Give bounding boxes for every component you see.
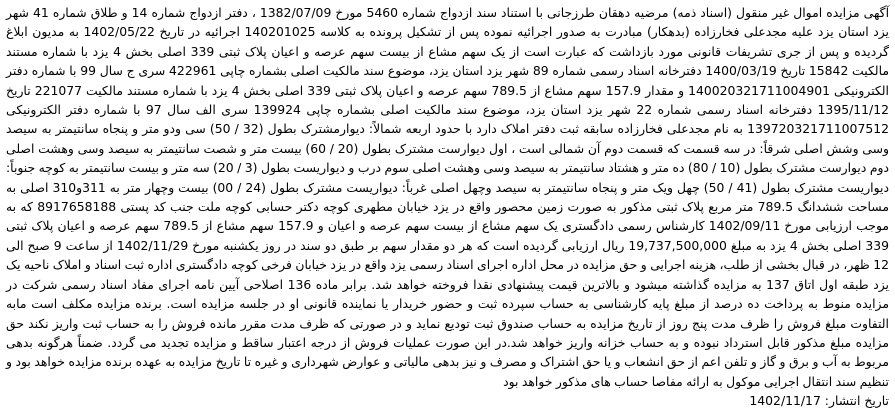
publication-date-value: 1402/11/17 [749, 393, 821, 409]
publication-date-line [6, 391, 889, 410]
notice-body: آگهی مزایده اموال غیر منقول (اسناد ذمه) مرضیه دهقان طرزجانی با استناد سند ازدواج شماره 5460 مورخ 1382/07/09 ، دفتر ازدواج شماره 14 و طلاق شماره 41 شهر یزد استان یزد علیه مجدعلی فخارزاده (بدهکار) مبادرت به صدور اجرائیه نموده پس از تشکیل پرونده به کلاسه 140201025 اجرائیه در تاریخ 1402/05/22 به مدیون ابلاغ گردیده و پس از جری تشریفات قانونی مورد بازداشت که عبارت است از یک سهم مشاع از بیست سهم عرصه و اعیان پلاک ثبتی 339 اصلی بخش 4 یزد با شماره مستند مالکیت 15842 تاریخ 1400/03/19 دفترخانه اسناد رسمی شماره 89 شهر یزد استان یزد، موضوع سند مالکیت اصلی بشماره چاپی 422961 سری ج سال 99 با شماره دفتر الکترونیکی 140020321711004901 و مقدار 157.9 سهم مشاع از 789.5 سهم عرصه و اعیان پلاک ثبتی 339 اصلی بخش 4 یزد با شماره مستند مالکیت 221077 تاریخ 1395/11/12 دفترخانه اسناد رسمی شماره 22 شهر یزد استان یزد، موضوع سند مالکیت اصلی بشماره چاپی 139924 سری الف سال 97 با شماره دفتر الکترونیکی 139720321711007512 به نام مجدعلی فخارزاده سابقه ثبت دفتر املاک دارد با حدود اربعه شمالاً: دیوارمشترک بطول (32 / 50) سی ودو متر و پنجاه سانتیمتر به سیصد وسی وشش اصلی شرقاً: در سه قسمت که قسمت دوم آن شمالی است ، اول دیوارست مشترک بطول (20 / 60) بیست متر و شصت سانتیمتر به سیصد وسی وهشت اصلی دوم دیوارست مشترک بطول (10 / 80) ده متر و هشتاد سانتیمتر به سیصد وسی وهشت اصلی سوم درب و دیواریست بطول (3 / 20) سه متر و بیست سانتیمتر به کوچه جنوباً: دیواریست مشترک بطول (41 / 50) چهل ویک متر و پنجاه سانتیمتر به سیصد وچهل اصلی غرباً: دیواریست مشترک بطول (24 / 00) بیست وچهار متر به 311و310 اصلی به مساحت ششدانگ 789.5 متر مربع پلاک ثبتی مذکور به صورت زمین محصور واقع در یزد خیابان مطهری کوچه دکتر حسابی کوچه ملت جنب کد پستی 8917658188 که به موجب ارزیابی مورخ 1402/09/11 کارشناس رسمی دادگستری یک سهم مشاع از بیست سهم عرصه و اعیان و 157.9 سهم مشاع از 789.5 سهم عرصه و اعیان پلاک ثبتی 339 اصلی بخش 4 یزد به مبلغ 19,737,500,000 ریال ارزیابی گردیده است که هر دو مقدار سهم بر طبق دو سند در روز یکشنبه مورخ 1402/11/29 از ساعت 9 صبح الی 12 ظهر، در قبال بخشی از طلب، هزینه اجرایی و حق مزایده در محل اداره اجرای اسناد رسمی یزد واقع در یزد خیابان فرخی کوچه دادگستری اداره ثبت اسناد و املاک ناحیه یک یزد طبقه اول اتاق 137 به مزایده گذاشته میشود و بالاترین قیمت پیشنهادی نقدا فروخته خواهد شد. برابر ماده 136 اصلاحی آیین نامه اجرای مفاد اسناد رسمی شرکت در مزایده منوط به پرداخت ده درصد از مبلغ پایه کارشناسی به حساب سپرده ثبت و حضور خریدار یا نماینده قانونی او در جلسه مزایده است. برنده مزایده مکلف است مابه التفاوت مبلغ فروش را ظرف مدت پنج روز از تاریخ مزایده به حساب صندوق ثبت تودیع نماید و در صورتی که ظرف مدت مقرر مانده فروش را به حساب ثبت واریز نکند حق مزایده مبلغ مذکور قابل استرداد نبوده و به حساب خزانه واریز خواهد شد.در این صورت عملیات فروش از درجه اعتبار ساقط و مزایده تجدید می گردد. ضمناً هرگونه بدهی مربوط به آب و برق و گاز و تلفن اعم از حق انشعاب و یا حق اشتراک و مصرف و نیز بدهی مالیاتی و عوارض شهرداری و غیره تا تاریخ مزایده به عهده برنده مزایده خواهد بود و تنظیم سند انتقال اجرایی موکول به ارائه مفاصا حساب های مذکور خواهد بود [6, 5, 890, 389]
publication-date-label: تاریخ انتشار: [824, 393, 889, 409]
